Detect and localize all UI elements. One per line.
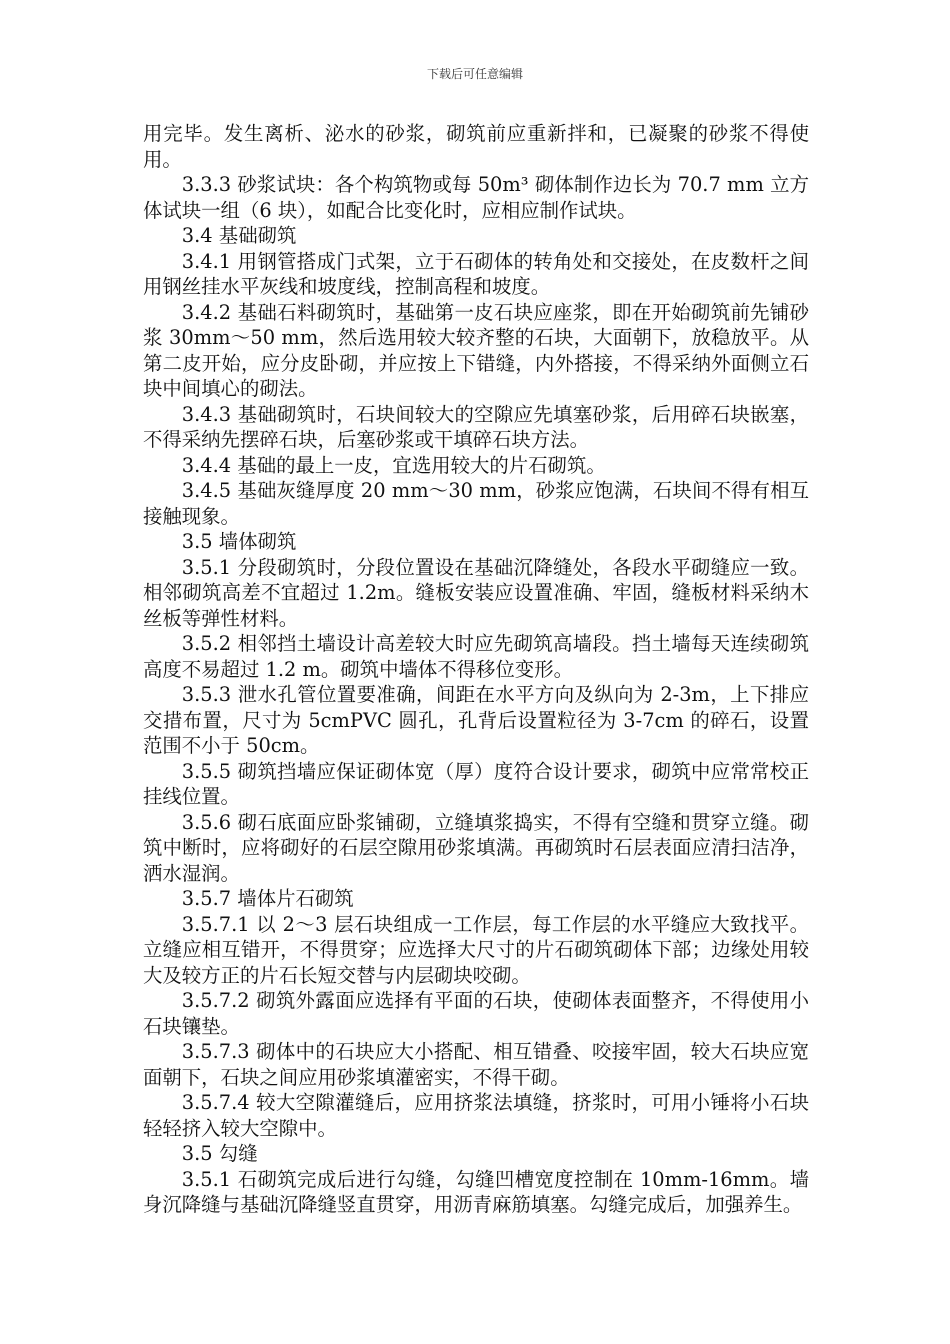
paragraph: 3.5.5 砌筑挡墙应保证砌体宽（厚）度符合设计要求，砌筑中应常常校正挂线位置。 [143, 759, 809, 808]
paragraph: 3.5.6 砌石底面应卧浆铺砌，立缝填浆捣实，不得有空缝和贯穿立缝。砌筑中断时，应将砌好的石层空隙用砂浆填满。再砌筑时石层表面应清扫洁净，洒水湿润。 [143, 810, 809, 885]
paragraph: 3.5.1 分段砌筑时，分段位置设在基础沉降缝处，各段水平砌缝应一致。相邻砌筑高差不宜超过 1.2m。缝板安装应设置准确、牢固，缝板材料采纳木丝板等弹性材料。 [143, 555, 809, 630]
paragraph: 用完毕。发生离析、泌水的砂浆，砌筑前应重新拌和，已凝聚的砂浆不得使用。 [143, 122, 809, 171]
paragraph: 3.5.7.3 砌体中的石块应大小搭配、相互错叠、咬接牢固，较大石块应宽面朝下，石块之间应用砂浆填灌密实，不得干砌。 [143, 1040, 809, 1089]
paragraph: 3.4.5 基础灰缝厚度 20 mm～30 mm，砂浆应饱满，石块间不得有相互接触现象。 [143, 479, 809, 528]
paragraph: 3.3.3 砂浆试块：各个构筑物或每 50m³ 砌体制作边长为 70.7 mm 立方体试块一组（6 块），如配合比变化时，应相应制作试块。 [143, 173, 809, 222]
document-body [143, 121, 809, 1218]
paragraph: 3.5.7.4 较大空隙灌缝后，应用挤浆法填缝，挤浆时，可用小锤将小石块轻轻挤入较大空隙中。 [143, 1091, 809, 1140]
paragraph: 3.5.7.2 砌筑外露面应选择有平面的石块，使砌体表面整齐，不得使用小石块镶垫。 [143, 989, 809, 1038]
paragraph: 3.5.7 墙体片石砌筑 [181, 887, 354, 910]
paragraph: 3.4.4 基础的最上一皮，宜选用较大的片石砌筑。 [181, 453, 606, 477]
paragraph: 3.5.7.1 以 2～3 层石块组成一工作层，每工作层的水平缝应大致找平。立缝应相互错开，不得贯穿；应选择大尺寸的片石砌筑砌体下部；边缘处用较大及较方正的片石长短交替与内层砌块咬砌。 [143, 912, 809, 987]
paragraph: 3.4.1 用钢管搭成门式架，立于石砌体的转角处和交接处，在皮数杆之间用钢丝挂水平灰线和坡度线，控制高程和坡度。 [143, 249, 809, 298]
paragraph: 3.5.2 相邻挡土墙设计高差较大时应先砌筑高墙段。挡土墙每天连续砌筑高度不易超过 1.2 m。砌筑中墙体不得移位变形。 [143, 632, 809, 681]
paragraph: 3.4.2 基础石料砌筑时，基础第一皮石块应座浆，即在开始砌筑前先铺砂浆 30mm～50 mm，然后选用较大较齐整的石块，大面朝下，放稳放平。从第二皮开始，应分皮卧砌，并应按上下错缝，内外搭接，不得采纳外面侧立石块中间填心的砌法。 [143, 300, 809, 400]
paragraph: 3.5.1 石砌筑完成后进行勾缝，勾缝凹槽宽度控制在 10mm-16mm。墙身沉降缝与基础沉降缝竖直贯穿，用沥青麻筋填塞。勾缝完成后，加强养生。 [143, 1167, 809, 1216]
page-header: 下载后可任意编辑 [426, 67, 523, 81]
paragraph: 3.4 基础砌筑 [181, 224, 297, 247]
paragraph: 3.4.3 基础砌筑时，石块间较大的空隙应先填塞砂浆，后用碎石块嵌塞，不得采纳先摆碎石块，后塞砂浆或干填碎石块方法。 [143, 402, 809, 451]
paragraph: 3.5 勾缝 [181, 1142, 258, 1165]
paragraph: 3.5.3 泄水孔管位置要准确，间距在水平方向及纵向为 2-3m，上下排应交措布置，尺寸为 5cmPVC 圆孔，孔背后设置粒径为 3-7cm 的碎石，设置范围不小于 50cm。 [143, 683, 809, 757]
paragraph: 3.5 墙体砌筑 [181, 530, 297, 553]
